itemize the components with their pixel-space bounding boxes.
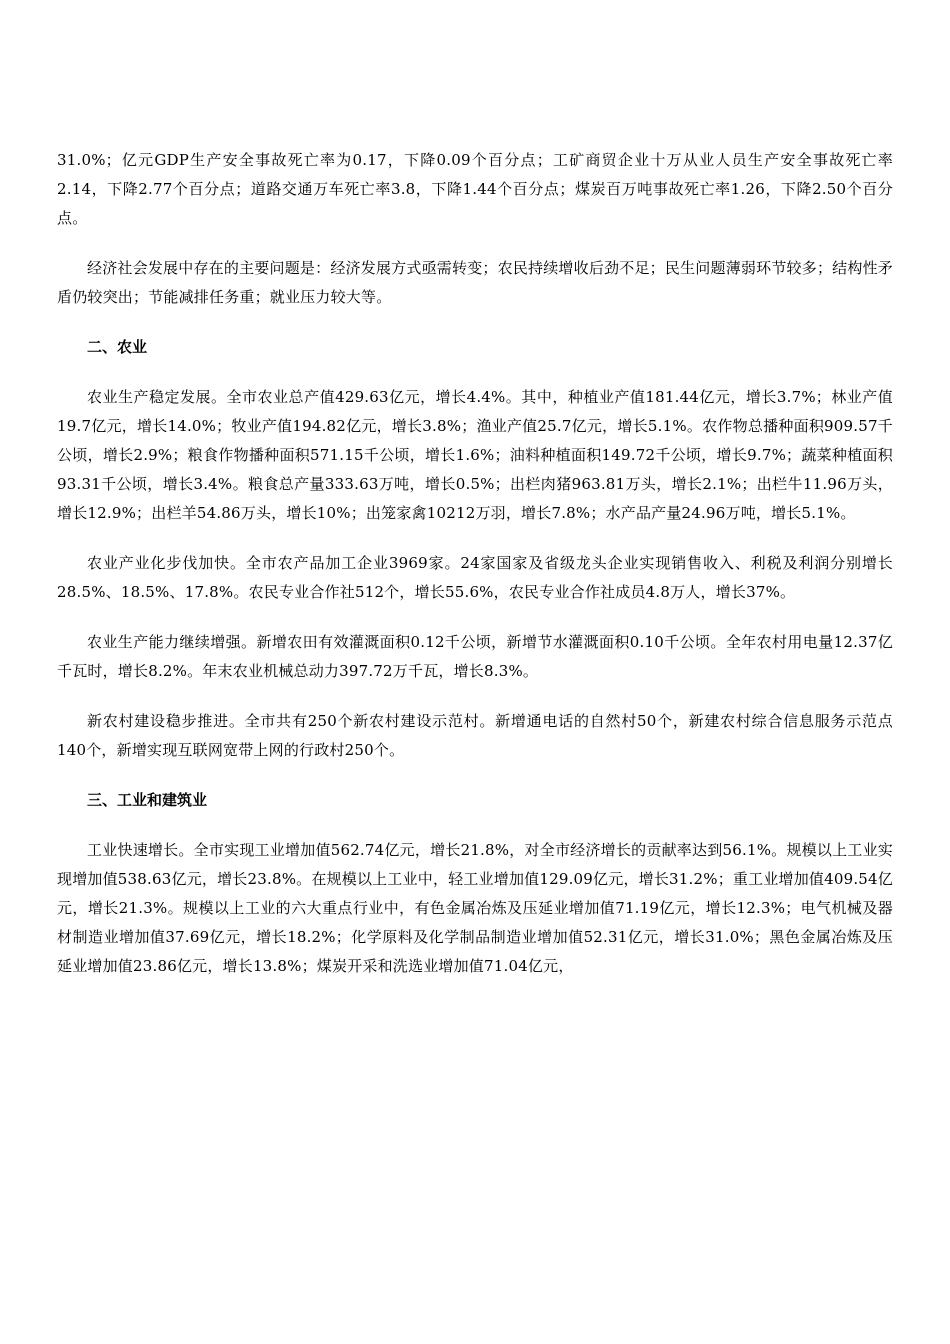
paragraph-agriculture-production: 农业生产稳定发展。全市农业总产值429.63亿元，增长4.4%。其中，种植业产值181.44亿元，增长3.7%；林业产值19.7亿元，增长14.0%；牧业产值194.82亿元，增长3.8%；渔业产值25.7亿元，增长5.1%。农作物总播种面积909.57千公顷，增长2.9%；粮食作物播种面积571.15千公顷，增长1.6%；油料种植面积149.72千公顷，增长9.7%；蔬菜种植面积93.31千公顷，增长3.4%。粮食总产量333.63万吨，增长0.5%；出栏肉猪963.81万头，增长2.1%；出栏牛11.96万头，增长12.9%；出栏羊54.86万头，增长10%；出笼家禽10212万羽，增长7.8%；水产品产量24.96万吨，增长5.1%。 [57, 388, 893, 522]
section-heading-industry-construction: 三、工业和建筑业 [87, 791, 208, 809]
paragraph-safety-statistics: 31.0%；亿元GDP生产安全事故死亡率为0.17，下降0.09个百分点；工矿商贸企业十万从业人员生产安全事故死亡率2.14，下降2.77个百分点；道路交通万车死亡率3.8，下降1.44个百分点；煤炭百万吨事故死亡率1.26，下降2.50个百分点。 [57, 151, 893, 227]
paragraph-industry-growth: 工业快速增长。全市实现工业增加值562.74亿元，增长21.8%，对全市经济增长的贡献率达到56.1%。规模以上工业实现增加值538.63亿元，增长23.8%。在规模以上工业中，轻工业增加值129.09亿元，增长31.2%；重工业增加值409.54亿元，增长21.3%。规模以上工业的六大重点行业中，有色金属冶炼及压延业增加值71.19亿元，增长12.3%；电气机械及器材制造业增加值37.69亿元，增长18.2%；化学原料及化学制品制造业增加值52.31亿元，增长31.0%；黑色金属冶炼及压延业增加值23.86亿元，增长13.8%；煤炭开采和洗选业增加值71.04亿元， [57, 841, 893, 975]
document-page [57, 146, 893, 981]
section-heading-agriculture: 二、农业 [87, 338, 148, 356]
paragraph-new-countryside: 新农村建设稳步推进。全市共有250个新农村建设示范村。新增通电话的自然村50个，新建农村综合信息服务示范点140个，新增实现互联网宽带上网的行政村250个。 [57, 712, 893, 759]
paragraph-agriculture-industrialization: 农业产业化步伐加快。全市农产品加工企业3969家。24家国家及省级龙头企业实现销售收入、利税及利润分别增长28.5%、18.5%、17.8%。农民专业合作社512个，增长55.6%，农民专业合作社成员4.8万人，增长37%。 [57, 554, 893, 601]
paragraph-main-problems: 经济社会发展中存在的主要问题是：经济发展方式亟需转变；农民持续增收后劲不足；民生问题薄弱环节较多；结构性矛盾仍较突出；节能减排任务重；就业压力较大等。 [57, 259, 893, 306]
paragraph-agriculture-capacity: 农业生产能力继续增强。新增农田有效灌溉面积0.12千公顷，新增节水灌溉面积0.10千公顷。全年农村用电量12.37亿千瓦时，增长8.2%。年末农业机械总动力397.72万千瓦，增长8.3%。 [57, 633, 893, 680]
